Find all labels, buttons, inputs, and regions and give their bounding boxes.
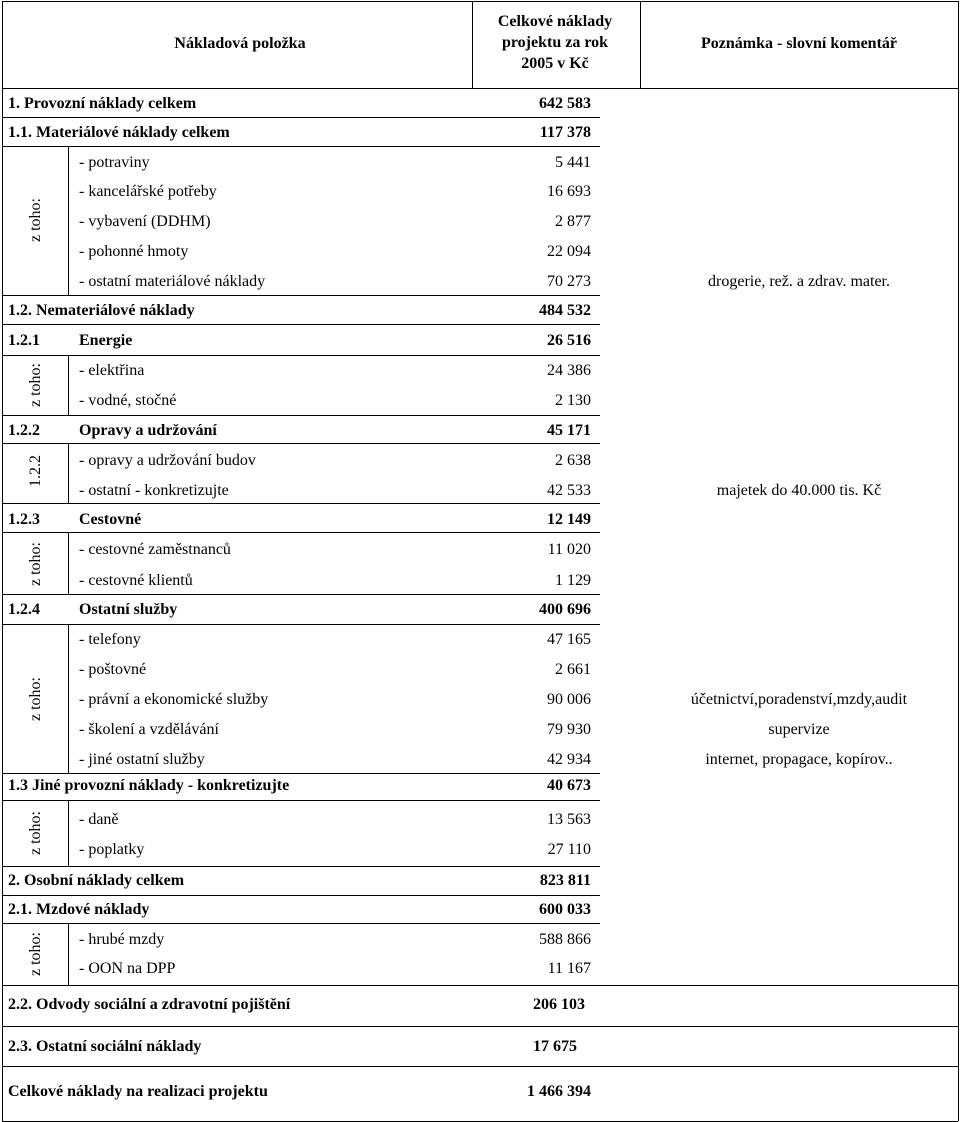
side-label: z toho: xyxy=(27,542,44,586)
total-label: Celkové náklady na realizaci projektu xyxy=(8,1083,268,1100)
item-value: 42 934 xyxy=(547,751,591,768)
grid-line xyxy=(2,532,600,533)
side-label: z toho: xyxy=(27,932,44,976)
row-value: 26 516 xyxy=(547,332,591,349)
item-label: - OON na DPP xyxy=(79,960,176,977)
row-label: 1.1. Materiálové náklady celkem xyxy=(8,124,230,141)
item-label: - vodné, stočné xyxy=(79,392,177,409)
item-value: 5 441 xyxy=(555,154,591,171)
row-label: Opravy a udržování xyxy=(79,422,217,439)
row-label: 2.2. Odvody sociální a zdravotní pojištění xyxy=(8,996,291,1013)
grid-line xyxy=(2,355,600,356)
side-label: z toho: xyxy=(27,198,44,242)
row-label: 2.3. Ostatní sociální náklady xyxy=(8,1038,202,1055)
grid-line xyxy=(2,923,600,924)
row-code: 1.2.2 xyxy=(8,422,40,439)
grid-line xyxy=(68,443,69,503)
item-label: - potraviny xyxy=(79,154,150,171)
header-total-line-1: Celkové náklady xyxy=(497,13,613,30)
grid-line xyxy=(68,146,69,295)
item-note: účetnictví,poradenství,mzdy,audit xyxy=(690,691,908,708)
grid-line xyxy=(2,866,600,867)
total-value: 1 466 394 xyxy=(527,1083,591,1100)
row-code: 1.2.1 xyxy=(8,332,40,349)
grid-line xyxy=(2,503,600,504)
header-item: Nákladová položka xyxy=(174,35,306,52)
row-code: 1.2.4 xyxy=(8,601,40,618)
item-note: internet, propagace, kopírov.. xyxy=(705,751,893,768)
grid-line xyxy=(68,624,69,773)
item-value: 90 006 xyxy=(547,691,591,708)
item-label: - hrubé mzdy xyxy=(79,931,165,948)
item-note: majetek do 40.000 tis. Kč xyxy=(716,482,882,499)
row-value: 45 171 xyxy=(547,422,591,439)
row-label: 2. Osobní náklady celkem xyxy=(8,872,185,889)
side-label: z toho: xyxy=(27,363,44,407)
row-code: 1.2.3 xyxy=(8,511,40,528)
grid-line xyxy=(2,1,958,2)
item-label: - telefony xyxy=(79,631,141,648)
item-value: 42 533 xyxy=(547,482,591,499)
row-value: 600 033 xyxy=(539,901,591,918)
item-label: - cestovné klientů xyxy=(79,572,193,589)
item-label: - daně xyxy=(79,811,119,828)
item-label: - elektřina xyxy=(79,362,145,379)
item-value: 2 877 xyxy=(555,213,591,230)
item-value: 27 110 xyxy=(547,841,591,858)
item-value: 1 129 xyxy=(555,572,591,589)
item-label: - poštovné xyxy=(79,661,147,678)
item-label: - cestovné zaměstnanců xyxy=(79,541,231,558)
item-value: 2 638 xyxy=(555,452,591,469)
grid-line xyxy=(472,1,473,89)
header-total-line-2: projektu za rok xyxy=(501,34,609,51)
row-value: 484 532 xyxy=(539,302,591,319)
row-label: Energie xyxy=(79,332,133,349)
header-total-line-3: 2005 v Kč xyxy=(521,55,589,72)
item-value: 13 563 xyxy=(547,811,591,828)
grid-line xyxy=(2,415,600,416)
item-value: 24 386 xyxy=(547,362,591,379)
row-label: 1.2. Nemateriálové náklady xyxy=(8,302,195,319)
grid-line xyxy=(2,1,3,1121)
grid-line xyxy=(2,88,958,89)
row-value: 206 103 xyxy=(533,996,585,1013)
grid-line xyxy=(68,923,69,985)
grid-line xyxy=(2,594,600,595)
grid-line xyxy=(68,355,69,415)
grid-line xyxy=(2,895,600,896)
item-value: 2 130 xyxy=(555,392,591,409)
item-label: - právní a ekonomické služby xyxy=(79,691,269,708)
side-label: z toho: xyxy=(27,677,44,721)
row-label: Ostatní služby xyxy=(79,601,178,618)
header-total xyxy=(475,11,635,74)
item-label: - kancelářské potřeby xyxy=(79,183,217,200)
side-label: z toho: xyxy=(27,811,44,855)
item-label: - vybavení (DDHM) xyxy=(79,213,211,230)
grid-line xyxy=(68,532,69,594)
grid-line xyxy=(2,1066,958,1067)
grid-line xyxy=(2,624,600,625)
item-value: 588 866 xyxy=(539,931,591,948)
grid-line xyxy=(2,800,600,801)
item-value: 16 693 xyxy=(547,183,591,200)
grid-line xyxy=(68,800,69,866)
item-label: - ostatní - konkretizujte xyxy=(79,482,229,499)
item-label: - školení a vzdělávání xyxy=(79,721,219,738)
item-label: - poplatky xyxy=(79,841,145,858)
item-value: 2 661 xyxy=(555,661,591,678)
grid-line xyxy=(2,1026,958,1027)
item-value: 11 167 xyxy=(547,960,591,977)
row-value: 642 583 xyxy=(539,95,591,112)
row-value: 12 149 xyxy=(547,511,591,528)
grid-line xyxy=(2,295,600,296)
grid-line xyxy=(2,773,600,774)
grid-line xyxy=(958,1,959,1121)
item-label: - jiné ostatní služby xyxy=(79,751,205,768)
item-label: - pohonné hmoty xyxy=(79,243,189,260)
row-value: 17 675 xyxy=(533,1038,577,1055)
grid-line xyxy=(2,985,958,986)
item-label: - ostatní materiálové náklady xyxy=(79,273,266,290)
row-label: Cestovné xyxy=(79,511,142,528)
row-value: 823 811 xyxy=(539,872,591,889)
item-value: 79 930 xyxy=(547,721,591,738)
row-label: 1.3 Jiné provozní náklady - konkretizujte xyxy=(8,777,290,794)
grid-line xyxy=(2,117,600,118)
row-label: 2.1. Mzdové náklady xyxy=(8,901,150,918)
item-value: 22 094 xyxy=(547,243,591,260)
header-note: Poznámka - slovní komentář xyxy=(701,35,897,52)
grid-line xyxy=(2,443,600,444)
grid-line xyxy=(640,1,641,89)
row-label: 1. Provozní náklady celkem xyxy=(8,95,197,112)
row-value: 40 673 xyxy=(547,777,591,794)
item-note: supervize xyxy=(768,721,830,738)
row-value: 400 696 xyxy=(539,601,591,618)
item-value: 47 165 xyxy=(547,631,591,648)
row-value: 117 378 xyxy=(539,124,591,141)
item-label: - opravy a udržování budov xyxy=(79,452,256,469)
item-note: drogerie, rež. a zdrav. mater. xyxy=(708,273,890,290)
grid-line xyxy=(2,324,600,325)
grid-line xyxy=(2,146,600,147)
item-value: 11 020 xyxy=(547,541,591,558)
item-value: 70 273 xyxy=(547,273,591,290)
side-label: 1.2.2 xyxy=(27,455,44,487)
